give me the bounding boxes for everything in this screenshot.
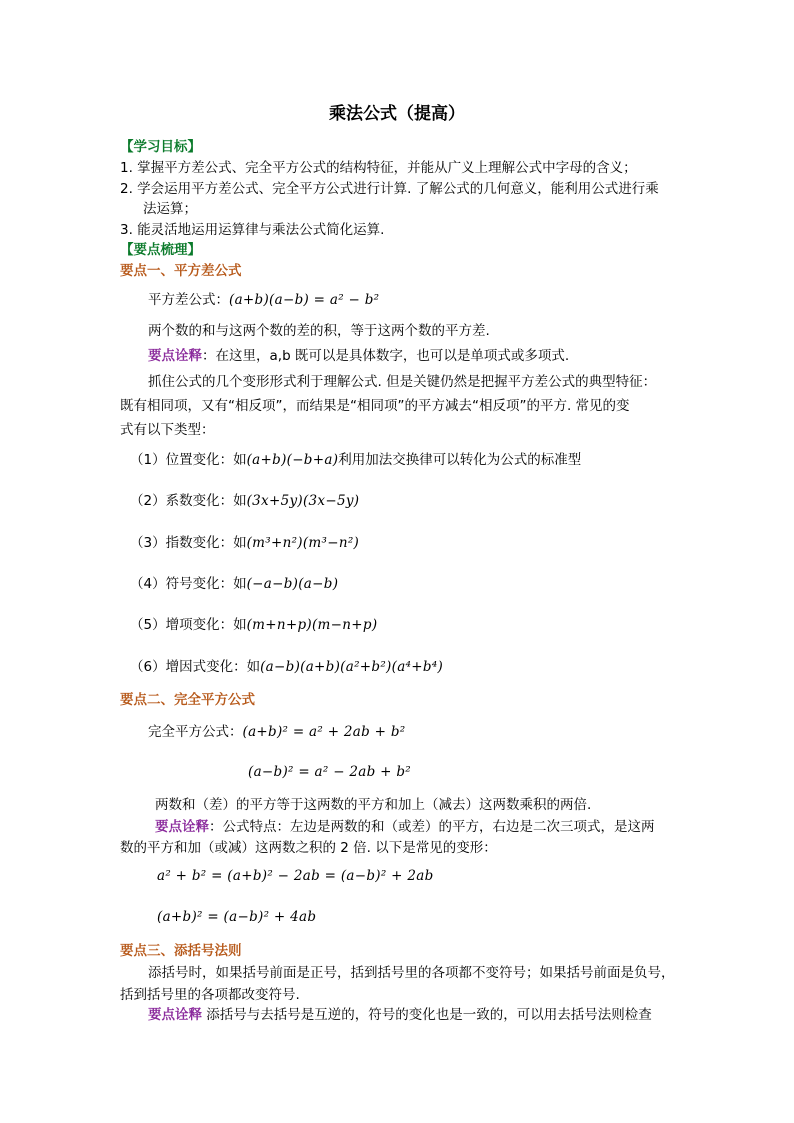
variant-1 xyxy=(130,450,581,470)
point3-heading: 要点三、添括号法则 xyxy=(120,943,242,959)
variant-4-label: （4）符号变化：如 xyxy=(130,576,247,592)
point3-note-text: 添括号与去括号是互逆的，符号的变化也是一致的，可以用去括号法则检查 xyxy=(206,1007,652,1023)
variant-4-expr: (−a−b)(a−b) xyxy=(246,576,339,592)
point2-heading: 要点二、完全平方公式 xyxy=(120,692,255,708)
goal-item-2-cont: 法运算； xyxy=(143,201,197,217)
key-points-heading: 【要点梳理】 xyxy=(120,242,201,258)
point2-note-colon: ： xyxy=(209,819,223,835)
variant-3-expr: (m³+n²)(m³−n²) xyxy=(246,535,360,551)
point1-desc: 两个数的和与这两个数的差的积，等于这两个数的平方差. xyxy=(148,323,490,339)
variant-2 xyxy=(130,491,359,511)
point2-eq2: (a+b)² = (a−b)² + 4ab xyxy=(157,909,317,925)
point1-formula: (a+b)(a−b) = a² − b² xyxy=(229,292,380,308)
point1-para-1: 抓住公式的几个变形形式利于理解公式. 但是关键仍然是把握平方差公式的典型特征： xyxy=(148,374,657,390)
variant-4 xyxy=(130,574,338,594)
point3-note-label: 要点诠释 xyxy=(148,1007,202,1023)
point1-note-line xyxy=(148,346,569,366)
goal-item-3: 3. 能灵活地运用运算律与乘法公式简化运算. xyxy=(120,222,385,238)
point2-formula-2: (a−b)² = a² − 2ab + b² xyxy=(248,764,412,780)
goal-item-2: 2. 学会运用平方差公式、完全平方公式进行计算. 了解公式的几何意义，能利用公式进行乘 xyxy=(120,181,659,197)
point2-formula-line xyxy=(148,722,406,742)
variant-1-label: （1）位置变化：如 xyxy=(130,452,247,468)
point3-line1: 添括号时，如果括号前面是正号，括到括号里的各项都不变符号；如果括号前面是负号， xyxy=(148,965,675,981)
variant-1-expr: (a+b)(−b+a) xyxy=(246,452,339,468)
point3-note-line xyxy=(148,1005,652,1025)
point1-note-text: 在这里，a,b 既可以是具体数字，也可以是单项式或多项式. xyxy=(215,348,570,364)
point1-note-label: 要点诠释 xyxy=(148,348,202,364)
point2-note-line2: 数的平方和加（或减）这两数之积的 2 倍. 以下是常见的变形： xyxy=(120,840,497,856)
point2-formula-label: 完全平方公式： xyxy=(148,724,243,740)
variant-6-label: （6）增因式变化：如 xyxy=(130,659,261,675)
point1-para-3: 式有以下类型： xyxy=(120,422,215,438)
point3-line2: 括到括号里的各项都改变符号. xyxy=(120,987,300,1003)
point2-formula-1: (a+b)² = a² + 2ab + b² xyxy=(242,724,406,740)
variant-5 xyxy=(130,615,377,635)
variant-2-label: （2）系数变化：如 xyxy=(130,493,247,509)
point2-note-line1: 公式特点：左边是两数的和（或差）的平方，右边是二次三项式，是这两 xyxy=(222,819,655,835)
point1-note-colon: ： xyxy=(202,348,216,364)
variant-2-expr: (3x+5y)(3x−5y) xyxy=(246,493,360,509)
point1-formula-line xyxy=(148,290,379,310)
variant-5-label: （5）增项变化：如 xyxy=(130,617,247,633)
point2-desc: 两数和（差）的平方等于这两数的平方和加上（减去）这两数乘积的两倍. xyxy=(155,797,592,813)
variant-5-expr: (m+n+p)(m−n+p) xyxy=(246,617,378,633)
variant-6-expr: (a−b)(a+b)(a²+b²)(a⁴+b⁴) xyxy=(260,659,444,675)
point2-note-line xyxy=(155,817,655,837)
variant-3 xyxy=(130,533,359,553)
variant-3-label: （3）指数变化：如 xyxy=(130,535,247,551)
point2-eq1: a² + b² = (a+b)² − 2ab = (a−b)² + 2ab xyxy=(157,868,434,884)
learning-goals-heading: 【学习目标】 xyxy=(120,139,201,155)
point1-formula-label: 平方差公式： xyxy=(148,292,229,308)
point1-heading: 要点一、平方差公式 xyxy=(120,263,242,279)
page-title: 乘法公式（提高） xyxy=(329,104,465,124)
point2-note-label: 要点诠释 xyxy=(155,819,209,835)
variant-6 xyxy=(130,657,443,677)
variant-1-tail: 利用加法交换律可以转化为公式的标准型 xyxy=(338,452,582,468)
goal-item-1: 1. 掌握平方差公式、完全平方公式的结构特征，并能从广义上理解公式中字母的含义； xyxy=(120,160,637,176)
point1-para-2: 既有相同项，又有“相反项”，而结果是“相同项”的平方减去“相反项”的平方. 常见的变 xyxy=(120,398,630,414)
